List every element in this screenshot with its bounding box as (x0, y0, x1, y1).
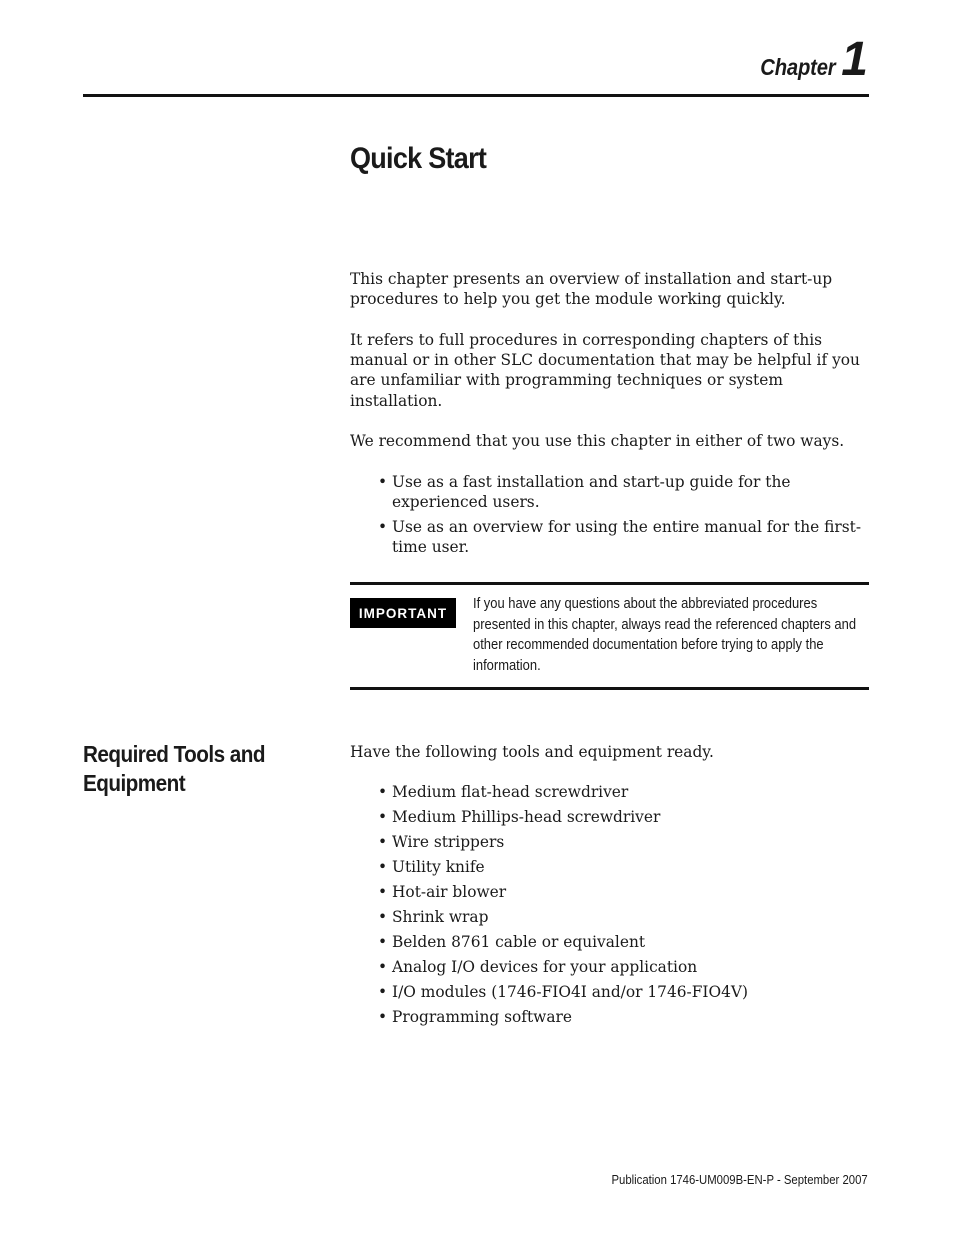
list-item (378, 472, 870, 513)
list-item-text: Wire strippers (392, 833, 505, 852)
list-item (378, 832, 870, 852)
header-rule (83, 94, 869, 97)
list-item (378, 782, 870, 802)
publication-footer: Publication 1746-UM009B-EN-P - September 2007 (611, 1173, 868, 1187)
list-item (378, 982, 870, 1002)
important-callout (350, 582, 869, 690)
bullet-icon: • (378, 518, 388, 537)
intro-paragraph: This chapter presents an overview of installation and start-up procedures to help you get the module working quickly. (350, 270, 833, 309)
list-item-text: Medium flat-head screwdriver (392, 783, 629, 802)
list-item-text: Use as an overview for using the entire manual for the first-time user. (392, 518, 862, 557)
bullet-icon: • (378, 1008, 388, 1027)
list-item (378, 957, 870, 977)
bullet-icon: • (378, 472, 388, 491)
intro-paragraph: It refers to full procedures in corresponding chapters of this manual or in other SLC documentation that may be helpful if you are unfamiliar with programming techniques or system installation. (350, 330, 860, 410)
list-item (378, 882, 870, 902)
bullet-icon: • (378, 858, 388, 877)
list-item (378, 932, 870, 952)
chapter-number: 1 (841, 33, 868, 86)
list-item (378, 807, 870, 827)
list-item-text: I/O modules (1746-FIO4I and/or 1746-FIO4V) (392, 983, 749, 1002)
intro-paragraph: We recommend that you use this chapter in either of two ways. (350, 432, 845, 451)
bullet-icon: • (378, 833, 388, 852)
list-item (378, 907, 870, 927)
list-item-text: Utility knife (392, 858, 485, 877)
usage-list (350, 472, 870, 558)
page-title: Quick Start (350, 142, 487, 175)
list-item (378, 857, 870, 877)
list-item (378, 517, 870, 558)
bullet-icon: • (378, 808, 388, 827)
tools-intro: Have the following tools and equipment ready. (350, 743, 714, 761)
important-text: If you have any questions about the abbreviated procedures presented in this chapter, always read the referenced chapters and other recommended documentation before trying to apply the information. (473, 596, 857, 674)
important-label: IMPORTANT (350, 598, 456, 628)
bullet-icon: • (378, 883, 388, 902)
bullet-icon: • (378, 783, 388, 802)
list-item-text: Medium Phillips-head screwdriver (392, 808, 661, 827)
chapter-label: Chapter (760, 54, 836, 80)
bullet-icon: • (378, 958, 388, 977)
intro-section (350, 269, 870, 562)
bullet-icon: • (378, 908, 388, 927)
list-item-text: Use as a fast installation and start-up guide for the experienced users. (392, 472, 791, 512)
list-item-text: Belden 8761 cable or equivalent (392, 933, 646, 952)
list-item-text: Shrink wrap (392, 908, 489, 927)
bullet-icon: • (378, 983, 388, 1002)
list-item-text: Analog I/O devices for your application (392, 958, 698, 977)
list-item-text: Programming software (392, 1008, 572, 1027)
section-heading: Required Tools and Equipment (83, 741, 265, 796)
tools-list (350, 782, 870, 1027)
list-item (378, 1007, 870, 1027)
list-item-text: Hot-air blower (392, 883, 507, 902)
chapter-header (750, 33, 868, 86)
tools-section (350, 742, 870, 1032)
bullet-icon: • (378, 933, 388, 952)
